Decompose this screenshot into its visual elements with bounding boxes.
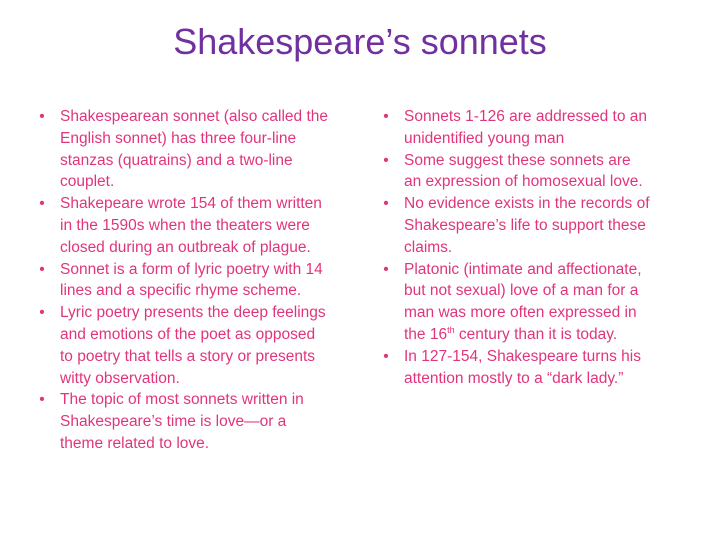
- bullet-icon: •: [383, 195, 389, 213]
- bullet-icon: •: [383, 260, 389, 278]
- list-item-text: Some suggest these sonnets are an expression of homosexual love.: [404, 151, 643, 191]
- bullet-icon: •: [383, 151, 389, 169]
- bullet-icon: •: [39, 195, 45, 213]
- left-bullet-list: [36, 106, 332, 455]
- bullet-icon: •: [383, 347, 389, 365]
- list-item-text: Shakepeare wrote 154 of them written in the 1590s when the theaters were closed during an outbreak of plague.: [60, 195, 322, 256]
- bullet-icon: •: [39, 260, 45, 278]
- bullet-icon: •: [39, 108, 45, 125]
- list-item-text: Shakespearean sonnet (also called the English sonnet) has three four-line stanzas (quatrains) and a two-line couplet.: [60, 108, 328, 191]
- list-item: [36, 302, 332, 389]
- ordinal-superscript: th: [447, 324, 455, 335]
- list-item: [380, 259, 650, 346]
- list-item: [36, 106, 332, 193]
- list-item: [36, 389, 332, 454]
- bullet-icon: •: [383, 108, 389, 125]
- list-item-text: The topic of most sonnets written in Shakespeare’s time is love—or a theme related to love.: [60, 391, 304, 452]
- list-item-text: Sonnet is a form of lyric poetry with 14 lines and a specific rhyme scheme.: [60, 260, 323, 300]
- bullet-icon: •: [39, 391, 45, 409]
- list-item-text: Lyric poetry presents the deep feelings and emotions of the poet as opposed to poetry that tells a story or presents witty observation.: [60, 304, 326, 387]
- list-item-text: No evidence exists in the records of Shakespeare’s life to support these claims.: [404, 195, 650, 256]
- slide-title: Shakespeare’s sonnets: [173, 21, 547, 62]
- list-item: [380, 346, 650, 390]
- list-item: [36, 259, 332, 303]
- list-item-text-after: century than it is today.: [454, 325, 618, 343]
- list-item-text-before: Platonic (intimate and affectionate, but not sexual) love of a man for a man was more often expressed in the 16: [404, 260, 642, 343]
- list-item: [380, 193, 650, 258]
- list-item-text: Sonnets 1-126 are addressed to an unidentified young man: [404, 108, 648, 147]
- right-bullet-list: [380, 106, 650, 389]
- list-item: [380, 150, 650, 194]
- bullet-icon: •: [39, 304, 45, 322]
- list-item: [380, 106, 650, 150]
- list-item: [36, 193, 332, 258]
- list-item-text: In 127-154, Shakespeare turns his attention mostly to a “dark lady.”: [404, 347, 641, 387]
